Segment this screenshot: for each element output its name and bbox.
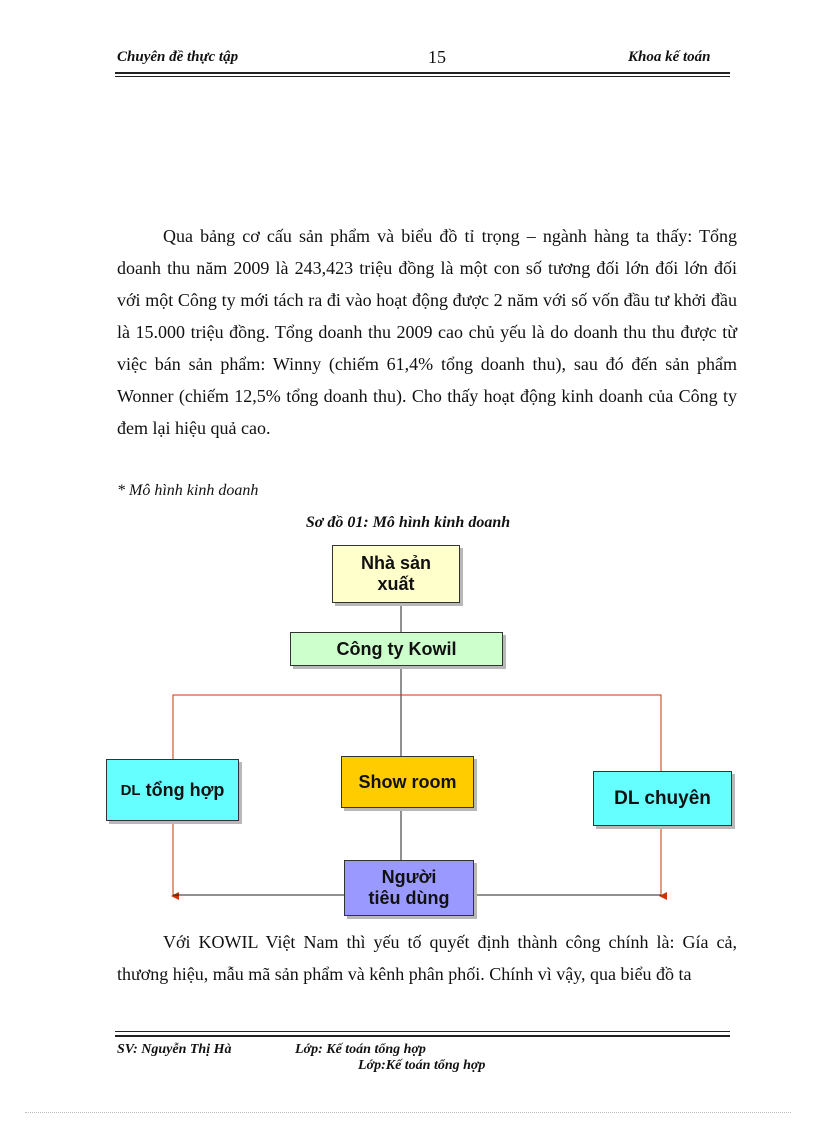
node-company-label: Công ty Kowil <box>336 638 457 659</box>
page-number: 15 <box>428 47 446 67</box>
node-producer-label: Nhà sản xuất <box>360 553 432 594</box>
footer-rule-thick <box>115 1035 730 1037</box>
node-company <box>290 632 503 666</box>
footer-rule-thin <box>115 1031 730 1032</box>
footer-class-repeat: Lớp:Kế toán tổng hợp <box>358 1058 486 1073</box>
node-consumer <box>344 860 474 916</box>
node-dl-specialized <box>593 771 732 826</box>
node-dl-general-prefix: DL <box>120 781 141 799</box>
node-showroom-label: Show room <box>358 771 457 792</box>
body-paragraph-1: Qua bảng cơ cấu sản phẩm và biểu đồ tỉ trọng – ngành hàng ta thấy: Tổng doanh thu năm 2009 là 243,423 triệu đồng là một con số tương đối lớn đối lớn đối với một Công ty mới tách ra đi vào hoạt động được 2 năm với số vốn đầu tư khởi đầu là 15.000 triệu đồng. Tổng doanh thu 2009 cao chủ yếu là do doanh thu thu được từ việc bán sản phẩm: Winny (chiếm 61,4% tổng doanh thu), sau đó đến sản phẩm Wonner (chiếm 12,5% tổng doanh thu). Cho thấy hoạt động kinh doanh của Công ty đem lại hiệu quả cao. <box>117 226 737 438</box>
node-dl-general <box>106 759 239 821</box>
node-consumer-label: Người tiêu dùng <box>368 867 450 908</box>
node-dl-specialized-label: DL chuyên <box>614 787 711 809</box>
diagram-title: Sơ đồ 01: Mô hình kinh doanh <box>305 514 511 531</box>
node-producer <box>332 545 460 603</box>
connector-branch-dl-general <box>173 695 401 759</box>
node-dl-general-label: tổng hợp <box>145 779 225 800</box>
header-left-title: Chuyên đề thực tập <box>117 49 239 65</box>
section-label: * Mô hình kinh doanh <box>117 482 259 499</box>
footer-student: SV: Nguyễn Thị Hà <box>117 1042 232 1057</box>
body-paragraph-2: Với KOWIL Việt Nam thì yếu tố quyết định thành công chính là: Gía cả, thương hiệu, mẫu mã sản phẩm và kênh phân phối. Chính vì vậy, qua biểu đồ ta <box>117 932 737 984</box>
header-right-title: Khoa kế toán <box>628 49 711 65</box>
node-showroom <box>341 756 474 808</box>
page-bottom-dotted-line <box>25 1112 791 1113</box>
footer-class: Lớp: Kế toán tổng hợp <box>295 1042 426 1057</box>
